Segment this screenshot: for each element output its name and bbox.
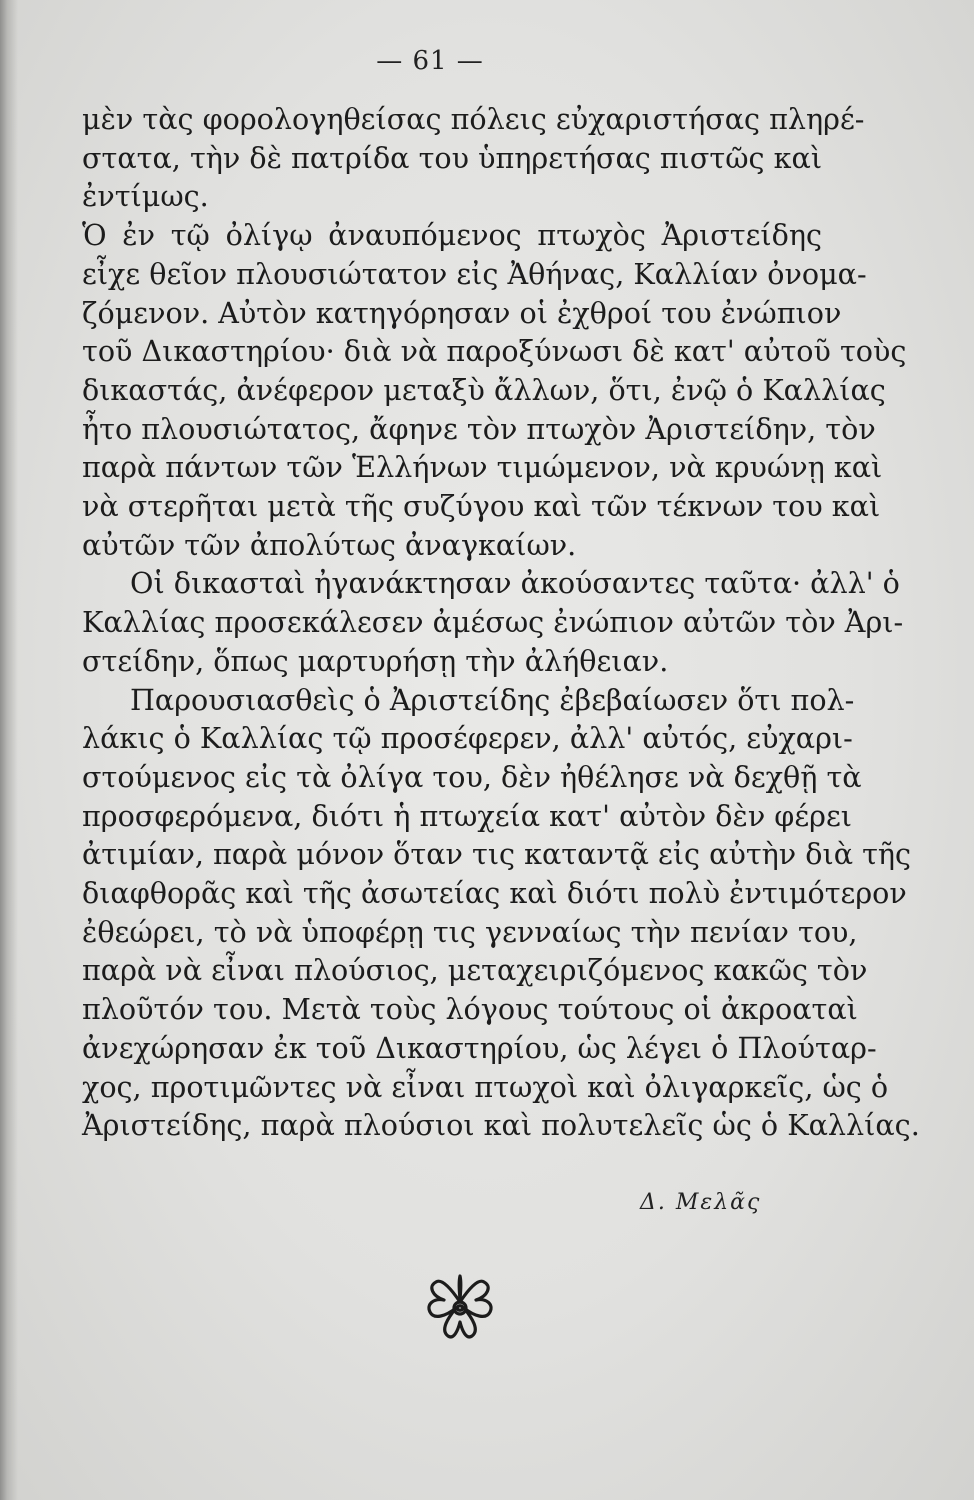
text-line: νὰ στερῆται μετὰ τῆς συζύγου καὶ τῶν τέκνων του καὶ [82,489,881,524]
text-line: αὐτῶν τῶν ἀπολύτως ἀναγκαίων. [82,527,577,562]
page-number: — 61 — [376,46,484,76]
text-line: στούμενος εἰς τὰ ὀλίγα του, δὲν ἠθέλησε νὰ δεχθῇ τὰ [82,759,862,794]
text-line: Ὁ ἐν τῷ ὀλίγῳ ἀναυπόμενος πτωχὸς Ἀριστείδης [82,218,822,253]
text-line: Παρουσιασθεὶς ὁ Ἀριστείδης ἐβεβαίωσεν ὅτι πολ- [130,682,855,717]
text-line: εἶχε θεῖον πλουσιώτατον εἰς Ἀθήνας, Καλλίαν ὀνομα- [82,256,867,291]
text-line: χος, προτιμῶντες νὰ εἶναι πτωχοὶ καὶ ὀλιγαρκεῖς, ὡς ὁ [82,1069,889,1104]
text-line: ἐντίμως. [82,179,209,214]
text-line: προσφερόμενα, διότι ἡ πτωχεία κατ' αὐτὸν δὲν φέρει [82,798,852,833]
text-line: στατα, τὴν δὲ πατρίδα του ὑπηρετήσας πιστῶς καὶ [82,140,823,175]
page-binding-shadow [0,0,18,1500]
text-line: Καλλίας προσεκάλεσεν ἀμέσως ἐνώπιον αὐτῶν τὸν Ἀρι- [82,605,904,640]
body-text [82,100,920,1145]
text-line: ἦτο πλουσιώτατος, ἄφηνε τὸν πτωχὸν Ἀριστείδην, τὸν [82,411,876,446]
text-line: ἀτιμίαν, παρὰ μόνον ὅταν τις καταντᾷ εἰς αὐτὴν διὰ τῆς [82,837,912,872]
text-line: ζόμενον. Αὐτὸν κατηγόρησαν οἱ ἐχθροί του ἐνώπιον [82,295,842,330]
flower-ornament-icon [422,1268,498,1344]
text-line: παρὰ νὰ εἶναι πλούσιος, μεταχειριζόμενος κακῶς τὸν [82,953,868,988]
text-line: δικαστάς, ἀνέφερον μεταξὺ ἄλλων, ὅτι, ἐνῷ ὁ Καλλίας [82,372,886,407]
text-line: ἀνεχώρησαν ἐκ τοῦ Δικαστηρίου, ὡς λέγει ὁ Πλούταρ- [82,1030,877,1065]
text-line: πλοῦτόν του. Μετὰ τοὺς λόγους τούτους οἱ ἀκροαταὶ [82,992,858,1027]
text-line: παρὰ πάντων τῶν Ἑλλήνων τιμώμενον, νὰ κρυώνῃ καὶ [82,450,883,485]
text-line: Ἀριστείδης, παρὰ πλούσιοι καὶ πολυτελεῖς ὡς ὁ Καλλίας. [82,1108,920,1143]
text-line: διαφθορᾶς καὶ τῆς ἀσωτείας καὶ διότι πολὺ ἐντιμότερον [82,876,907,911]
text-line: τοῦ Δικαστηρίου· διὰ νὰ παροξύνωσι δὲ κατ' αὐτοῦ τοὺς [82,334,907,369]
text-line: στείδην, ὅπως μαρτυρήσῃ τὴν ἀλήθειαν. [82,643,669,678]
text-line: Οἱ δικασταὶ ἠγανάκτησαν ἀκούσαντες ταῦτα· ἀλλ' ὁ [130,566,900,601]
text-line: λάκις ὁ Καλλίας τῷ προσέφερεν, ἀλλ' αὐτός, εὐχαρι- [82,721,853,756]
text-line: μὲν τὰς φορολογηθείσας πόλεις εὐχαριστήσας πληρέ- [82,102,865,136]
text-line: ἐθεώρει, τὸ νὰ ὑποφέρῃ τις γενναίως τὴν πενίαν του, [82,914,858,949]
author-signature: Δ. Μελᾶς [640,1190,762,1215]
